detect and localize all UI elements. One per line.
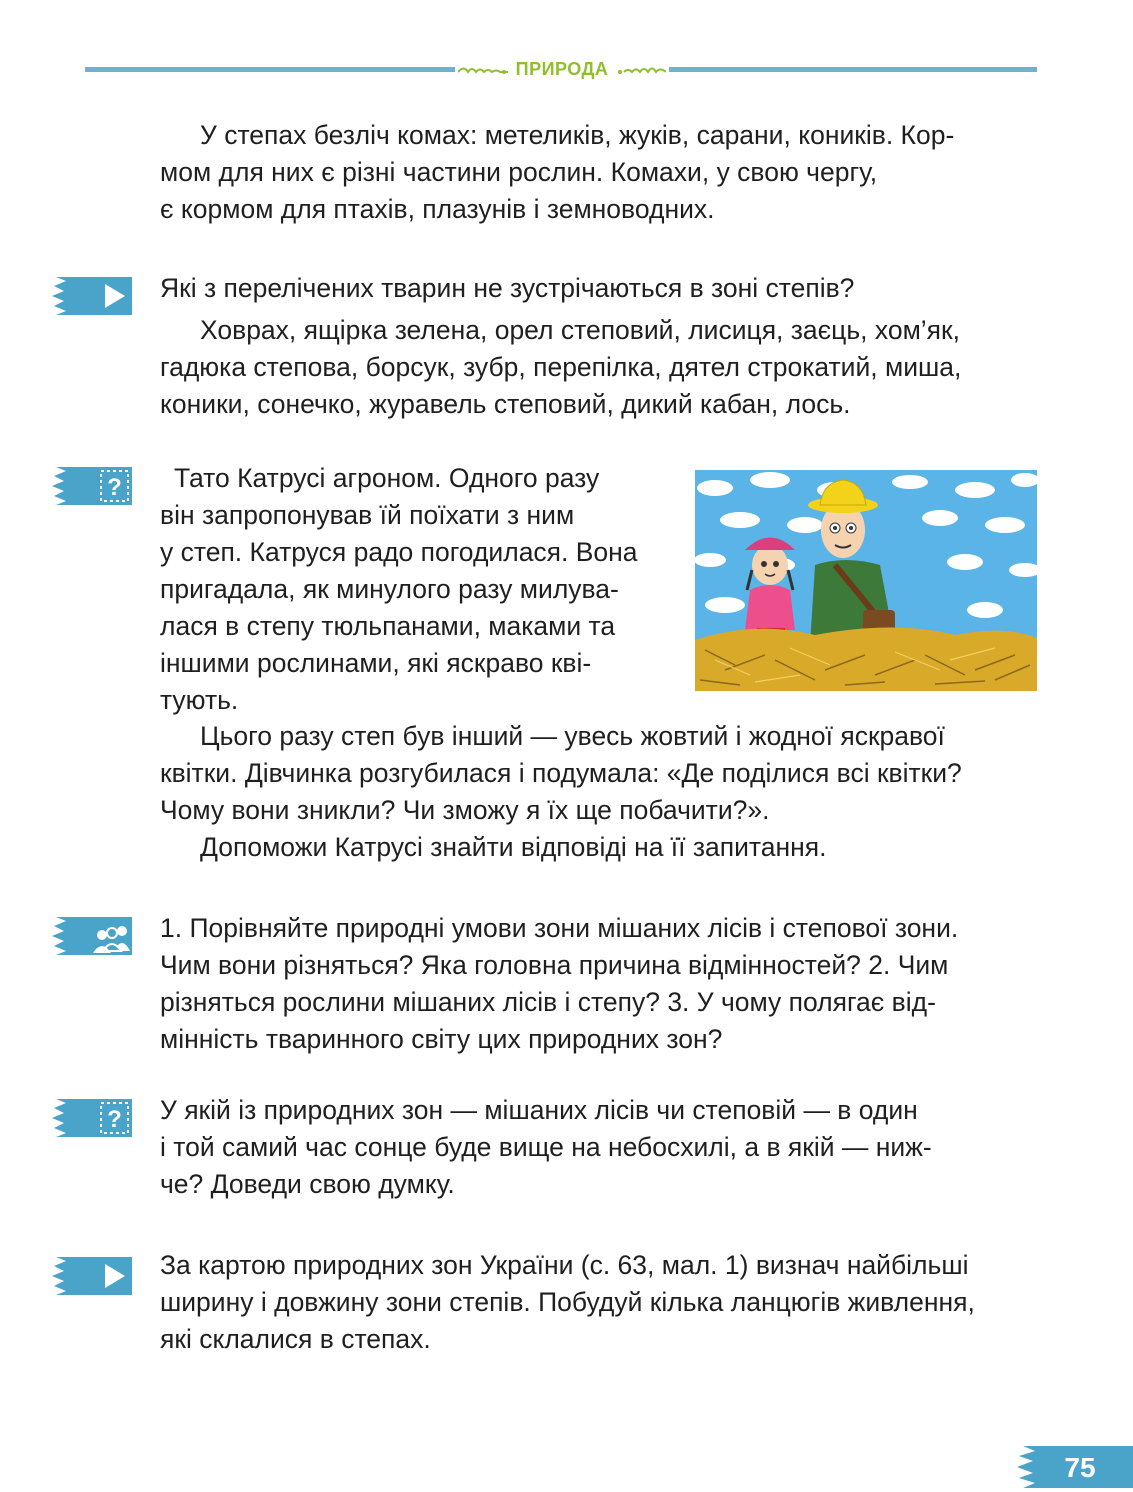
- play-arrow-icon: [52, 1253, 132, 1299]
- text-line: 1. Порівняйте природні умови зони мішаних лісів і степової зони.: [160, 913, 959, 943]
- play-arrow-icon: [52, 273, 132, 319]
- text-line: лася в степу тюльпанами, маками та: [160, 611, 616, 641]
- text-line: Тато Катрусі агроном. Одного разу: [174, 463, 600, 493]
- text-line: пригадала, як минулого разу милува-: [160, 574, 619, 604]
- section-header: [455, 56, 669, 82]
- text-line: є кормом для птахів, плазунів і земноводних.: [160, 194, 715, 224]
- question-mark-icon: [52, 463, 132, 509]
- question-task-paragraph: [160, 1092, 1037, 1203]
- text-line: коники, сонечко, журавель степовий, дикий кабан, лось.: [160, 389, 851, 419]
- text-line: тують.: [160, 685, 239, 715]
- text-line: мом для них є різні частини рослин. Комахи, у свою чергу,: [160, 157, 878, 187]
- text-line: мінність тваринного світу цих природних зон?: [160, 1024, 723, 1054]
- text-line: У степах безліч комах: метеликів, жуків, сарани, коників. Кор-: [200, 120, 955, 150]
- svg-text:?: ?: [107, 474, 122, 501]
- text-line: че? Доведи свою думку.: [160, 1169, 455, 1199]
- section-title: ПРИРОДА: [515, 58, 609, 79]
- grass-ornament-right-icon: [616, 63, 666, 75]
- text-line: гадюка степова, борсук, зубр, перепілка, дятел строкатий, миша,: [160, 352, 962, 382]
- text-line: різняться рослини мішаних лісів і степу? 3. У чому полягає від-: [160, 987, 936, 1017]
- page-number: 75: [1064, 1452, 1096, 1483]
- text-line: іншими рослинами, які яскраво кві-: [160, 648, 592, 678]
- text-line: квітки. Дівчинка розгубилася і подумала: «Де поділися всі квітки?: [160, 758, 962, 788]
- story-prompt: Допоможи Катрусі знайти відповіді на її запитання.: [200, 832, 827, 862]
- text-line: Чим вони різняться? Яка головна причина відмінностей? 2. Чим: [160, 950, 949, 980]
- text-line: Чому вони зникли? Чи зможу я їх ще побачити?».: [160, 795, 770, 825]
- text-line: Цього разу степ був інший — увесь жовтий і жодної яскравої: [200, 721, 945, 751]
- text-line: які склалися в степах.: [160, 1324, 431, 1354]
- text-line: Ховрах, ящірка зелена, орел степовий, лисиця, заєць, хом’як,: [200, 315, 960, 345]
- grass-ornament-left-icon: [458, 63, 508, 75]
- text-line: і той самий час сонце буде вище на небосхилі, а в якій — ниж-: [160, 1132, 932, 1162]
- text-line: У якій із природних зон — мішаних лісів чи степовій — в один: [160, 1095, 918, 1125]
- group-work-icon: [52, 913, 132, 959]
- question-mark-icon: [52, 1095, 132, 1141]
- text-line: ширину і довжину зони степів. Побудуй кілька ланцюгів живлення,: [160, 1287, 975, 1317]
- map-task-paragraph: [160, 1247, 1037, 1358]
- story-continuation: [160, 718, 1037, 866]
- story-paragraph: [160, 460, 661, 719]
- intro-paragraph: [160, 117, 1037, 228]
- girl-and-father-in-steppe-image: [695, 470, 1037, 691]
- text-line: у степ. Катруся радо погодилася. Вона: [160, 537, 638, 567]
- steppe-illustration: [695, 470, 1037, 691]
- text-line: За картою природних зон України (с. 63, мал. 1) визнач найбільші: [160, 1250, 969, 1280]
- task-question: Які з перелічених тварин не зустрічаються в зоні степів?: [160, 273, 855, 303]
- text-line: він запропонував їй поїхати з ним: [160, 500, 575, 530]
- group-task-paragraph: [160, 910, 1037, 1058]
- svg-text:?: ?: [107, 1106, 122, 1133]
- task-animals: [160, 270, 1037, 423]
